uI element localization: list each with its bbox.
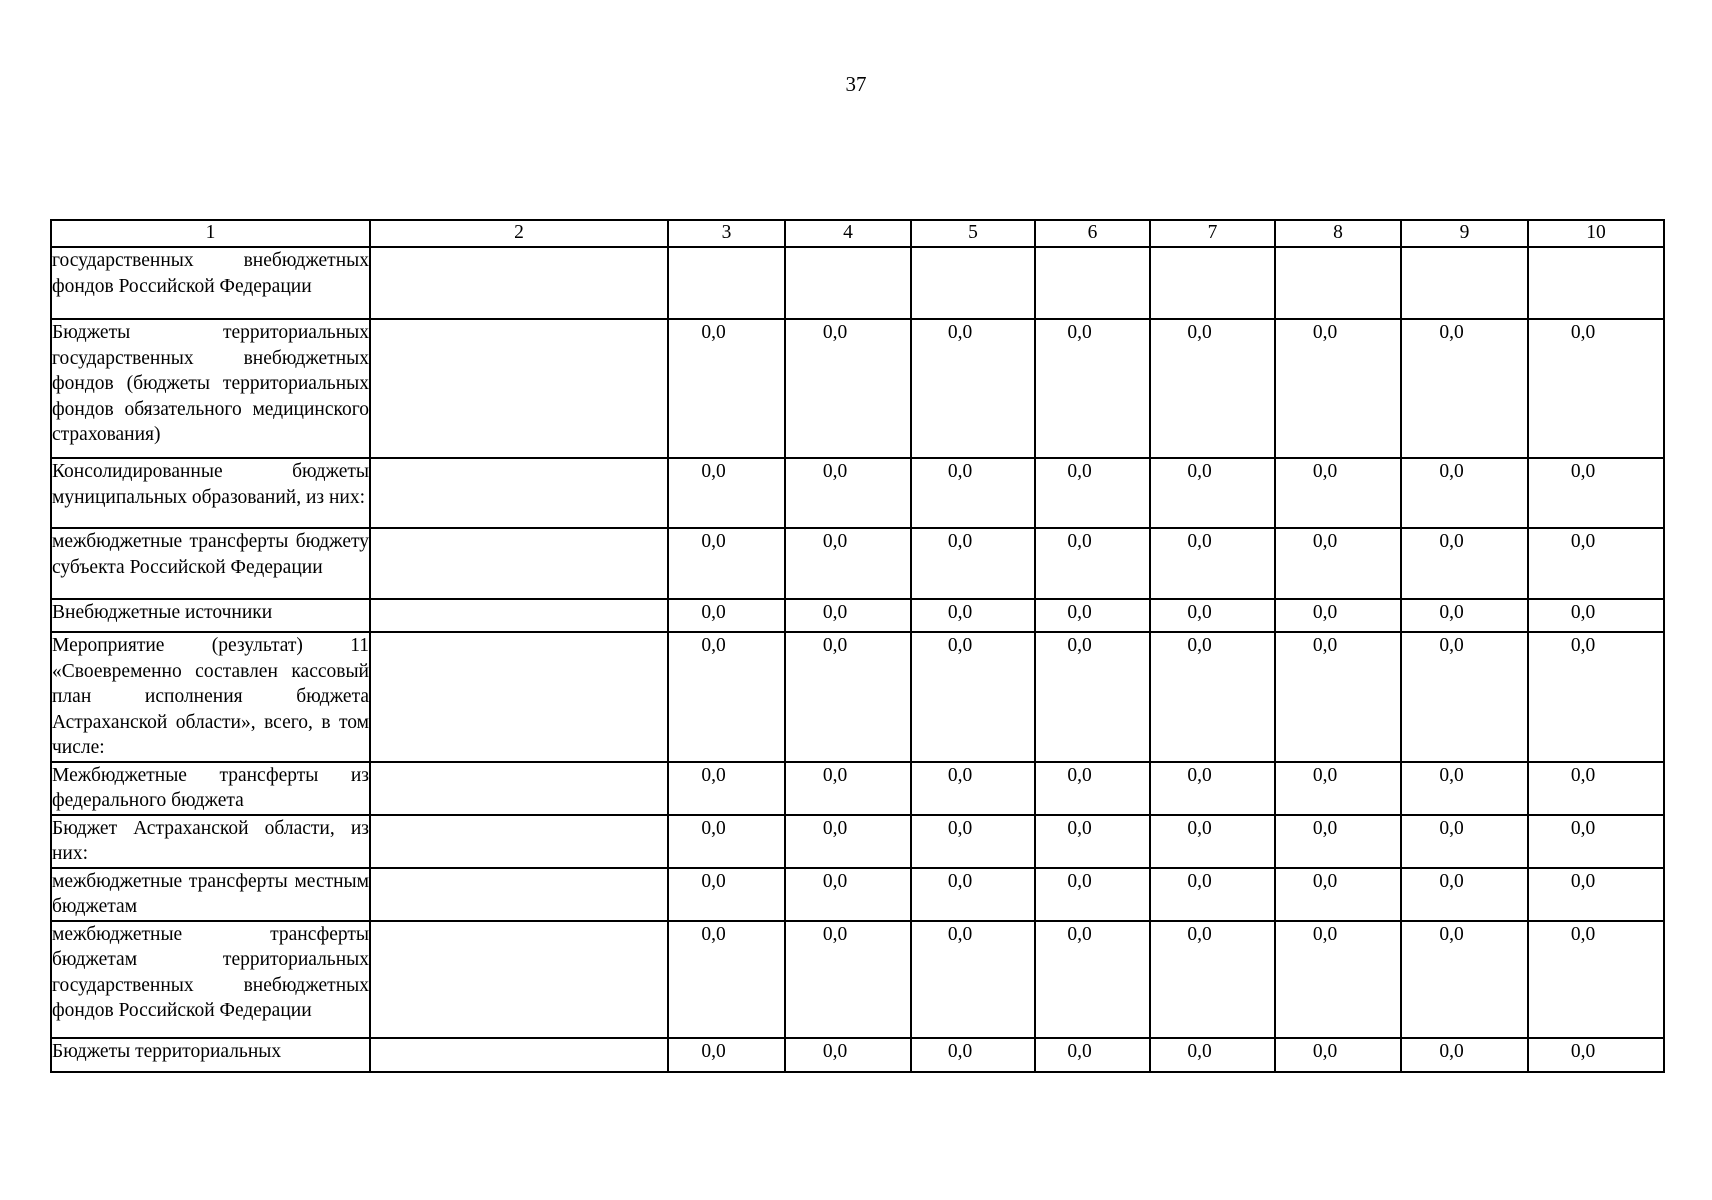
value-text: 0,0 [1187, 461, 1212, 482]
row-column-2-cell [370, 921, 668, 1038]
value-text: 0,0 [701, 322, 726, 343]
row-column-2-cell [370, 247, 668, 319]
value-cell [1035, 868, 1150, 921]
value-cell [1528, 762, 1664, 815]
table-row [51, 868, 1664, 921]
value-cell [668, 632, 785, 762]
value-cell [668, 868, 785, 921]
value-cell [1275, 599, 1401, 632]
value-text: 0,0 [1312, 870, 1338, 892]
row-label: межбюджетные трансферты бюджетам территориальных государственных внебюджетных фондов Российской Федерации [51, 921, 370, 1038]
value-cell [1401, 868, 1528, 921]
value-text: 0,0 [1570, 1040, 1596, 1062]
value-cell [1528, 921, 1664, 1038]
value-text: 0,0 [947, 635, 973, 656]
value-text: 0,0 [1570, 817, 1596, 839]
value-cell [911, 599, 1035, 632]
row-label: Бюджеты территориальных государственных внебюджетных фондов (бюджеты территориальных фондов обязательного медицинского страхования) [51, 319, 370, 458]
value-cell [1401, 815, 1528, 868]
value-text: 0,0 [1067, 635, 1092, 656]
value-cell [1150, 528, 1275, 599]
value-text: 0,0 [701, 870, 726, 892]
column-header: 4 [785, 220, 911, 247]
value-text: 0,0 [1439, 461, 1464, 482]
value-cell [668, 599, 785, 632]
value-cell [1150, 868, 1275, 921]
value-cell [1528, 868, 1664, 921]
value-cell [1528, 319, 1664, 458]
value-cell [1035, 319, 1150, 458]
value-text: 0,0 [1570, 635, 1596, 656]
value-text: 0,0 [1067, 531, 1092, 552]
value-cell [668, 458, 785, 528]
value-text: 0,0 [1570, 602, 1596, 623]
table-row [51, 1038, 1664, 1072]
value-text: 0,0 [1187, 870, 1212, 892]
value-text: 0,0 [822, 817, 848, 839]
value-text: 0,0 [822, 461, 848, 482]
row-label: Межбюджетные трансферты из федерального бюджета [51, 762, 370, 815]
value-cell [1401, 247, 1528, 319]
value-cell [1035, 632, 1150, 762]
column-header: 9 [1401, 220, 1528, 247]
value-text: 0,0 [1067, 764, 1092, 786]
row-column-2-cell [370, 632, 668, 762]
column-header: 10 [1528, 220, 1664, 247]
value-text: 0,0 [1439, 635, 1464, 656]
value-text: 0,0 [1312, 531, 1338, 552]
value-cell [1528, 528, 1664, 599]
value-cell [668, 1038, 785, 1072]
row-column-2-cell [370, 599, 668, 632]
row-column-2-cell [370, 319, 668, 458]
value-cell [1035, 458, 1150, 528]
value-text: 0,0 [701, 764, 726, 786]
value-text: 0,0 [1439, 1040, 1464, 1062]
value-text: 0,0 [1187, 602, 1212, 623]
value-cell [668, 528, 785, 599]
value-cell [1401, 458, 1528, 528]
value-cell [1275, 1038, 1401, 1072]
value-text: 0,0 [1312, 461, 1338, 482]
value-text: 0,0 [1067, 817, 1092, 839]
value-cell [1035, 599, 1150, 632]
value-text: 0,0 [822, 602, 848, 623]
value-cell [911, 1038, 1035, 1072]
value-text: 0,0 [947, 817, 973, 839]
value-cell [1275, 247, 1401, 319]
column-header: 3 [668, 220, 785, 247]
value-cell [1528, 815, 1664, 868]
value-text: 0,0 [1187, 764, 1212, 786]
value-text: 0,0 [1067, 461, 1092, 482]
value-cell [1528, 632, 1664, 762]
value-cell [785, 528, 911, 599]
value-cell [911, 319, 1035, 458]
value-text: 0,0 [701, 635, 726, 656]
value-text: 0,0 [1187, 531, 1212, 552]
page-number: 37 [845, 72, 867, 96]
value-text: 0,0 [1312, 764, 1338, 786]
value-text: 0,0 [822, 870, 848, 892]
value-cell [1150, 1038, 1275, 1072]
value-cell [1035, 762, 1150, 815]
value-text: 0,0 [1439, 531, 1464, 552]
value-cell [1150, 921, 1275, 1038]
value-cell [911, 921, 1035, 1038]
value-cell [1035, 247, 1150, 319]
table-row [51, 319, 1664, 458]
value-text: 0,0 [701, 1040, 726, 1062]
value-text: 0,0 [1067, 923, 1092, 945]
value-text: 0,0 [947, 531, 973, 552]
value-text: 0,0 [1570, 531, 1596, 552]
value-text: 0,0 [1570, 870, 1596, 892]
value-text: 0,0 [1312, 322, 1338, 343]
value-cell [785, 921, 911, 1038]
value-text: 0,0 [1067, 870, 1092, 892]
column-header: 7 [1150, 220, 1275, 247]
row-label: Бюджет Астраханской области, из них: [51, 815, 370, 868]
value-cell [785, 319, 911, 458]
value-text: 0,0 [1312, 817, 1338, 839]
header-row [51, 220, 1664, 247]
row-column-2-cell [370, 762, 668, 815]
row-column-2-cell [370, 458, 668, 528]
value-cell [1401, 632, 1528, 762]
value-text: 0,0 [1067, 322, 1092, 343]
row-label: межбюджетные трансферты местным бюджетам [51, 868, 370, 921]
value-cell [668, 247, 785, 319]
value-text: 0,0 [947, 870, 973, 892]
value-cell [668, 815, 785, 868]
value-text: 0,0 [1439, 602, 1464, 623]
value-cell [785, 458, 911, 528]
value-text: 0,0 [1312, 1040, 1338, 1062]
value-cell [911, 632, 1035, 762]
value-text: 0,0 [701, 531, 726, 552]
value-cell [1150, 599, 1275, 632]
table-row [51, 599, 1664, 632]
value-text: 0,0 [1312, 635, 1338, 656]
value-cell [1401, 921, 1528, 1038]
value-text: 0,0 [822, 923, 848, 945]
value-text: 0,0 [1570, 764, 1596, 786]
value-text: 0,0 [947, 764, 973, 786]
value-text: 0,0 [1187, 923, 1212, 945]
value-cell [785, 247, 911, 319]
value-cell [785, 762, 911, 815]
row-label: межбюджетные трансферты бюджету субъекта Российской Федерации [51, 528, 370, 599]
value-cell [1275, 458, 1401, 528]
value-cell [911, 762, 1035, 815]
table-row [51, 815, 1664, 868]
table-row [51, 921, 1664, 1038]
value-cell [1275, 632, 1401, 762]
value-text: 0,0 [701, 602, 726, 623]
row-label: Внебюджетные источники [51, 599, 370, 632]
value-cell [668, 319, 785, 458]
column-header: 6 [1035, 220, 1150, 247]
value-cell [911, 815, 1035, 868]
value-cell [1528, 458, 1664, 528]
column-header: 5 [911, 220, 1035, 247]
value-text: 0,0 [1187, 322, 1212, 343]
value-cell [1528, 599, 1664, 632]
value-text: 0,0 [701, 817, 726, 839]
value-text: 0,0 [1570, 923, 1596, 945]
value-cell [1401, 762, 1528, 815]
value-cell [911, 528, 1035, 599]
value-cell [1150, 762, 1275, 815]
row-label: государственных внебюджетных фондов Российской Федерации [51, 247, 370, 319]
value-text: 0,0 [1439, 764, 1464, 786]
value-text: 0,0 [701, 923, 726, 945]
table-row [51, 528, 1664, 599]
table-row [51, 247, 1664, 319]
value-cell [668, 762, 785, 815]
value-cell [1275, 868, 1401, 921]
value-text: 0,0 [947, 923, 973, 945]
row-column-2-cell [370, 815, 668, 868]
value-cell [1150, 247, 1275, 319]
value-text: 0,0 [947, 322, 973, 343]
value-text: 0,0 [1187, 817, 1212, 839]
table-row [51, 632, 1664, 762]
row-column-2-cell [370, 528, 668, 599]
value-cell [911, 458, 1035, 528]
value-cell [785, 632, 911, 762]
value-text: 0,0 [1067, 602, 1092, 623]
value-text: 0,0 [1187, 1040, 1212, 1062]
value-cell [1150, 632, 1275, 762]
value-cell [1275, 815, 1401, 868]
value-cell [1035, 815, 1150, 868]
value-cell [668, 921, 785, 1038]
value-cell [1275, 528, 1401, 599]
value-cell [1401, 528, 1528, 599]
table-row [51, 762, 1664, 815]
value-text: 0,0 [1187, 635, 1212, 656]
row-label: Консолидированные бюджеты муниципальных образований, из них: [51, 458, 370, 528]
value-cell [1528, 1038, 1664, 1072]
value-cell [1275, 921, 1401, 1038]
value-text: 0,0 [1312, 602, 1338, 623]
value-cell [1150, 815, 1275, 868]
value-text: 0,0 [947, 461, 973, 482]
value-text: 0,0 [947, 602, 973, 623]
budget-table [50, 219, 1665, 1073]
value-text: 0,0 [1312, 923, 1338, 945]
row-label: Мероприятие (результат) 11 «Своевременно составлен кассовый план исполнения бюджета Астраханской области», всего, в том числе: [51, 632, 370, 762]
value-cell [1401, 599, 1528, 632]
value-cell [1035, 921, 1150, 1038]
value-text: 0,0 [1570, 461, 1596, 482]
row-label: Бюджеты территориальных [51, 1038, 370, 1072]
row-column-2-cell [370, 1038, 668, 1072]
table-row [51, 458, 1664, 528]
value-cell [911, 868, 1035, 921]
value-text: 0,0 [822, 531, 848, 552]
value-cell [1275, 319, 1401, 458]
row-column-2-cell [370, 868, 668, 921]
value-cell [785, 1038, 911, 1072]
value-cell [785, 599, 911, 632]
value-cell [911, 247, 1035, 319]
value-cell [1035, 1038, 1150, 1072]
value-cell [1275, 762, 1401, 815]
value-text: 0,0 [1439, 923, 1464, 945]
value-cell [785, 815, 911, 868]
value-text: 0,0 [822, 322, 848, 343]
value-text: 0,0 [822, 764, 848, 786]
value-cell [1150, 458, 1275, 528]
value-text: 0,0 [1439, 817, 1464, 839]
value-text: 0,0 [701, 461, 726, 482]
value-cell [1035, 528, 1150, 599]
value-text: 0,0 [1439, 870, 1464, 892]
value-text: 0,0 [1439, 322, 1464, 343]
value-cell [1401, 319, 1528, 458]
value-cell [785, 868, 911, 921]
value-text: 0,0 [1067, 1040, 1092, 1062]
value-cell [1528, 247, 1664, 319]
value-text: 0,0 [822, 1040, 848, 1062]
column-header: 8 [1275, 220, 1401, 247]
column-header: 2 [370, 220, 668, 247]
value-cell [1150, 319, 1275, 458]
value-text: 0,0 [1570, 322, 1596, 343]
value-text: 0,0 [947, 1040, 973, 1062]
column-header: 1 [51, 220, 370, 247]
value-cell [1401, 1038, 1528, 1072]
value-text: 0,0 [822, 635, 848, 656]
